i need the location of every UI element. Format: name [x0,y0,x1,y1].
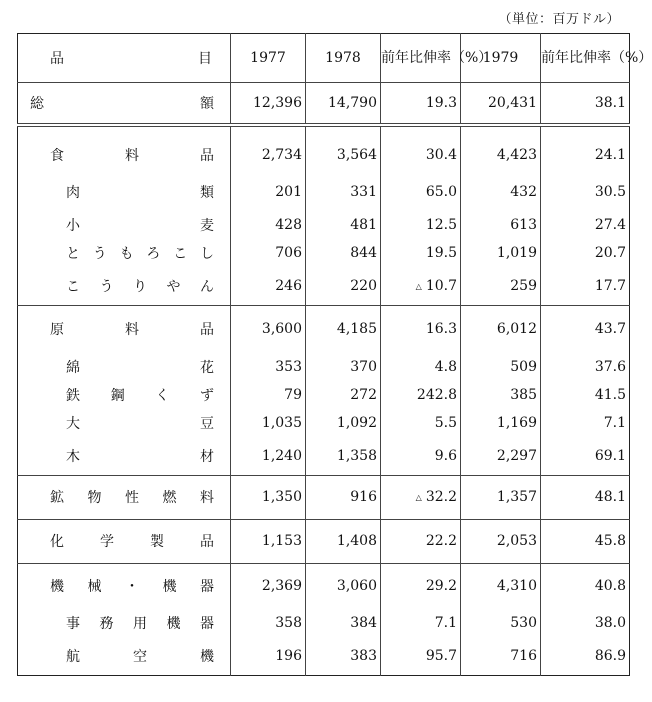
cell-1978: 1,358 [306,437,381,475]
header-growth-1978: 前年比伸率（%） [381,34,461,83]
cell-1977: 353 [231,353,306,381]
table-row [18,267,630,305]
cell-growth-1978-negative: △ 10.7 [381,267,461,305]
cell-1977: 428 [231,211,306,239]
cell-1977: 12,396 [231,83,306,126]
cell-growth-1979: 17.7 [541,267,630,305]
row-label: 機械・機器 [50,579,216,596]
row-label: 大 豆 [66,416,216,432]
cell-growth-1978: 16.3 [381,305,461,353]
table-row [18,637,630,675]
cell-1977: 3,600 [231,305,306,353]
cell-1979: 509 [461,353,541,381]
cell-1979: 20,431 [461,83,541,126]
cell-growth-1979: 43.7 [541,305,630,353]
cell-1977: 79 [231,381,306,409]
cell-growth-1978: 242.8 [381,381,461,409]
row-label: 化学製品 [18,519,231,563]
cell-1979: 716 [461,637,541,675]
cell-1979: 1,169 [461,409,541,437]
cell-1979: 1,357 [461,475,541,519]
cell-growth-1978: 65.0 [381,173,461,211]
import-commodity-table [17,33,652,676]
cell-1978: 383 [306,637,381,675]
cell-1979: 613 [461,211,541,239]
table-row [18,437,630,475]
cell-1978: 1,092 [306,409,381,437]
cell-growth-1979: 24.1 [541,125,630,173]
cell-1978: 4,185 [306,305,381,353]
cell-1977: 358 [231,609,306,637]
table-row [18,353,630,381]
row-label: こうりやん [18,267,231,305]
cell-1978: 916 [306,475,381,519]
cell-1978: 272 [306,381,381,409]
cell-growth-1979: 86.9 [541,637,630,675]
table-row [18,173,630,211]
row-label: 木 材 [18,437,231,475]
cell-growth-1978: 19.3 [381,83,461,126]
cell-1979: 2,297 [461,437,541,475]
cell-growth-1978: 29.2 [381,563,461,609]
category-row-raw [18,305,630,353]
cell-1977: 706 [231,239,306,267]
cell-growth-1978: 22.2 [381,519,461,563]
header-item: 品 目 [18,34,231,83]
cell-1978: 220 [306,267,381,305]
cell-1979: 2,053 [461,519,541,563]
cell-1977: 201 [231,173,306,211]
row-label: 肉 類 [66,185,216,201]
cell-growth-1978: 12.5 [381,211,461,239]
cell-1979: 432 [461,173,541,211]
row-label: 綿 花 [66,360,216,376]
row-label: とうもろこし [66,246,216,262]
cell-growth-1979: 41.5 [541,381,630,409]
table-row [18,211,630,239]
cell-1977: 1,350 [231,475,306,519]
cell-growth-1979: 30.5 [541,173,630,211]
cell-1979: 530 [461,609,541,637]
cell-growth-1979: 48.1 [541,475,630,519]
header-row [18,34,630,83]
cell-1978: 1,408 [306,519,381,563]
cell-1978: 844 [306,239,381,267]
cell-growth-1979: 27.4 [541,211,630,239]
cell-1979: 385 [461,381,541,409]
row-label: 小 麦 [66,218,216,234]
cell-1978: 370 [306,353,381,381]
row-label: 原 料 品 [50,322,216,339]
row-label: 事務用機器 [66,616,216,632]
cell-growth-1978: 95.7 [381,637,461,675]
cell-growth-1978: 9.6 [381,437,461,475]
cell-1977: 2,734 [231,125,306,173]
cell-1977: 1,240 [231,437,306,475]
cell-growth-1979: 38.0 [541,609,630,637]
cell-1978: 3,060 [306,563,381,609]
table-row [18,239,630,267]
cell-growth-1979: 69.1 [541,437,630,475]
header-1979: 1979 [461,34,541,83]
row-label: 総 額 [18,83,231,126]
cell-1978: 3,564 [306,125,381,173]
row-label: 食 料 品 [50,148,216,164]
table-row [18,381,630,409]
cell-growth-1979: 20.7 [541,239,630,267]
cell-growth-1978: 19.5 [381,239,461,267]
cell-growth-1979: 45.8 [541,519,630,563]
category-row-chemicals [18,519,630,563]
cell-growth-1979: 38.1 [541,83,630,126]
cell-1978: 331 [306,173,381,211]
cell-growth-1979: 7.1 [541,409,630,437]
cell-growth-1978: 5.5 [381,409,461,437]
cell-growth-1979: 37.6 [541,353,630,381]
header-growth-1979: 前年比伸率（%） [541,34,630,83]
cell-1977: 246 [231,267,306,305]
cell-1977: 1,153 [231,519,306,563]
cell-1977: 2,369 [231,563,306,609]
cell-1978: 384 [306,609,381,637]
cell-1979: 4,310 [461,563,541,609]
cell-1979: 4,423 [461,125,541,173]
cell-1979: 6,012 [461,305,541,353]
cell-growth-1978: 30.4 [381,125,461,173]
cell-growth-1978: 4.8 [381,353,461,381]
header-1977: 1977 [231,34,306,83]
cell-1979: 259 [461,267,541,305]
header-1978: 1978 [306,34,381,83]
table-row [18,609,630,637]
unit-note: （単位：百万ドル） [498,12,620,27]
cell-growth-1978-negative: △ 32.2 [381,475,461,519]
cell-1978: 481 [306,211,381,239]
cell-growth-1979: 40.8 [541,563,630,609]
total-row [18,83,630,126]
cell-1977: 196 [231,637,306,675]
category-row-machinery [18,563,630,609]
cell-1978: 14,790 [306,83,381,126]
row-label: 航 空 機 [66,648,216,665]
row-label: 鉱物性燃料 [18,475,231,519]
cell-growth-1978: 7.1 [381,609,461,637]
table-row [18,409,630,437]
cell-1979: 1,019 [461,239,541,267]
row-label: 鉄鋼くず [66,388,216,404]
category-row-fuel [18,475,630,519]
cell-1977: 1,035 [231,409,306,437]
category-row-food [18,125,630,173]
